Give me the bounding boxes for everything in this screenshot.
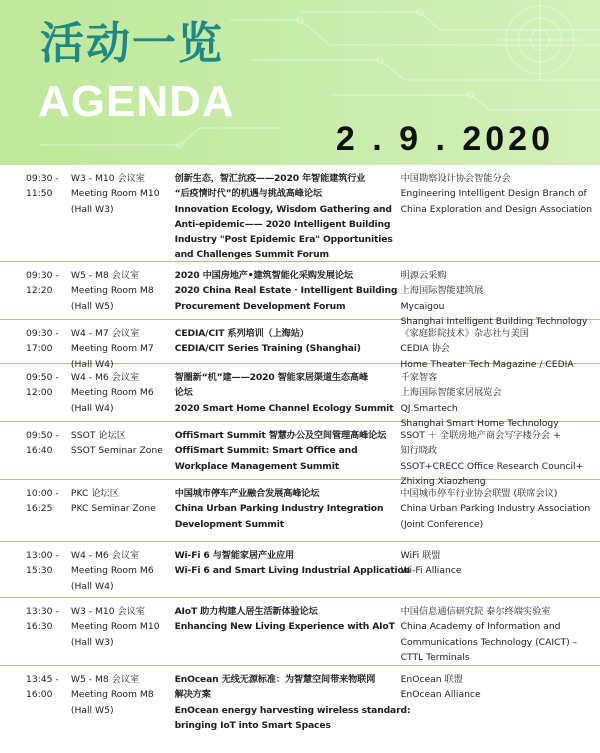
page-title-chinese: 活动一览 [40, 18, 224, 69]
session-organizer: 千家智客 上海国际智能家居展览会 QJ.Smartech Shanghai Smart Home Technology [400, 372, 559, 429]
session-venue: W5 - M8 会议室 Meeting Room M8 (Hall W5) [70, 674, 154, 716]
agenda-row [0, 422, 600, 487]
session-topic: 2020 中国房地产•建筑智能化采购发展论坛 2020 China Real Estate · Intelligent Building Procurement Development Forum [174, 270, 398, 312]
session-venue: W4 - M6 会议室 Meeting Room M6 (Hall W4) [70, 372, 154, 414]
agenda-row [0, 480, 600, 542]
session-time: 09:30 - 17:00 [26, 328, 59, 355]
agenda-row [0, 262, 600, 327]
session-organizer: 中国信息通信研究院 泰尔终端实验室 China Academy of Information and Communications Technology (CAICT) – CTTL Terminals [400, 606, 578, 663]
session-topic: 创新生态，智汇抗疫——2020 年智能建筑行业 “后疫情时代”的机遇与挑战高峰论坛 Innovation Ecology, Wisdom Gathering and Anti-epidemic—— 2020 Intelligent Building Industry "Post Epidemic Era" Opportunities and Challenges Summit Forum [174, 173, 393, 261]
session-organizer: 明源云采购 上海国际智能建筑展 Mycaigou Shanghai Intelligent Building Technology [400, 270, 588, 327]
session-organizer: 中国勘察设计协会智能分会 Engineering Intelligent Design Branch of China Exploration and Design Association [400, 173, 593, 215]
session-venue: W4 - M6 会议室 Meeting Room M6 (Hall W4) [70, 550, 154, 592]
session-topic: OffiSmart Summit 智慧办公及空间管理高峰论坛 OffiSmart Summit: Smart Office and Workplace Management Summit [174, 430, 387, 472]
agenda-row [0, 598, 600, 666]
session-organizer: SSOT ＋ 全联房地产商会写字楼分会 + 知行晓政 SSOT+CRECC Office Research Council+ Zhixing Xiaozheng [400, 430, 584, 487]
page-title-english: AGENDA [38, 77, 235, 126]
session-venue: W3 - M10 会议室 Meeting Room M10 (Hall W3) [70, 606, 160, 648]
session-venue: W5 - M8 会议室 Meeting Room M8 (Hall W5) [70, 270, 154, 312]
session-topic: Wi-Fi 6 与智能家居产业应用 Wi-Fi 6 and Smart Living Industrial Application [174, 550, 411, 577]
session-time: 13:45 - 16:00 [26, 674, 59, 701]
session-topic: EnOcean 无线无源标准：为智慧空间带来物联网 解决方案 EnOcean energy harvesting wireless standard: bringing IoT into Smart Spaces [174, 674, 411, 731]
session-organizer: 中国城市停车行业协会联盟 (联席会议) China Urban Parking Industry Association (Joint Conference) [400, 488, 591, 530]
agenda-table [0, 165, 600, 736]
session-topic: AIoT 助力构建人居生活新体验论坛 Enhancing New Living Experience with AIoT [174, 606, 395, 633]
agenda-row [0, 165, 600, 262]
event-date: 2 . 9 . 2020 [335, 120, 554, 158]
agenda-header [0, 0, 600, 165]
session-topic: 智圈新“机”建——2020 智能家居渠道生态高峰 论坛 2020 Smart Home Channel Ecology Summit [174, 372, 394, 414]
agenda-row [0, 542, 600, 598]
session-time: 09:50 - 16:40 [26, 430, 59, 457]
session-time: 09:50 - 12:00 [26, 372, 59, 399]
session-organizer: EnOcean 联盟 EnOcean Alliance [400, 674, 481, 701]
session-time: 09:30 - 11:50 [26, 173, 59, 200]
session-time: 10:00 - 16:25 [26, 488, 59, 515]
session-time: 09:30 - 12:20 [26, 270, 59, 297]
session-organizer: 《家庭影院技术》杂志社与美国 CEDIA 协会 Home Theater Tech Magazine / CEDIA [400, 328, 574, 370]
session-organizer: WiFi 联盟 Wi-Fi Alliance [400, 550, 462, 577]
session-venue: SSOT 论坛区 SSOT Seminar Zone [70, 430, 163, 457]
session-time: 13:30 - 16:30 [26, 606, 59, 633]
agenda-row [0, 320, 600, 370]
session-topic: 中国城市停车产业融合发展高峰论坛 China Urban Parking Industry Integration Development Summit [174, 488, 384, 530]
session-venue: W4 - M7 会议室 Meeting Room M7 (Hall W4) [70, 328, 154, 370]
agenda-row [0, 666, 600, 736]
session-time: 13:00 - 15:30 [26, 550, 59, 577]
agenda-row [0, 364, 600, 429]
session-venue: W3 - M10 会议室 Meeting Room M10 (Hall W3) [70, 173, 160, 215]
session-topic: CEDIA/CIT 系列培训（上海站） CEDIA/CIT Series Training (Shanghai) [174, 328, 361, 355]
session-venue: PKC 论坛区 PKC Seminar Zone [70, 488, 156, 515]
